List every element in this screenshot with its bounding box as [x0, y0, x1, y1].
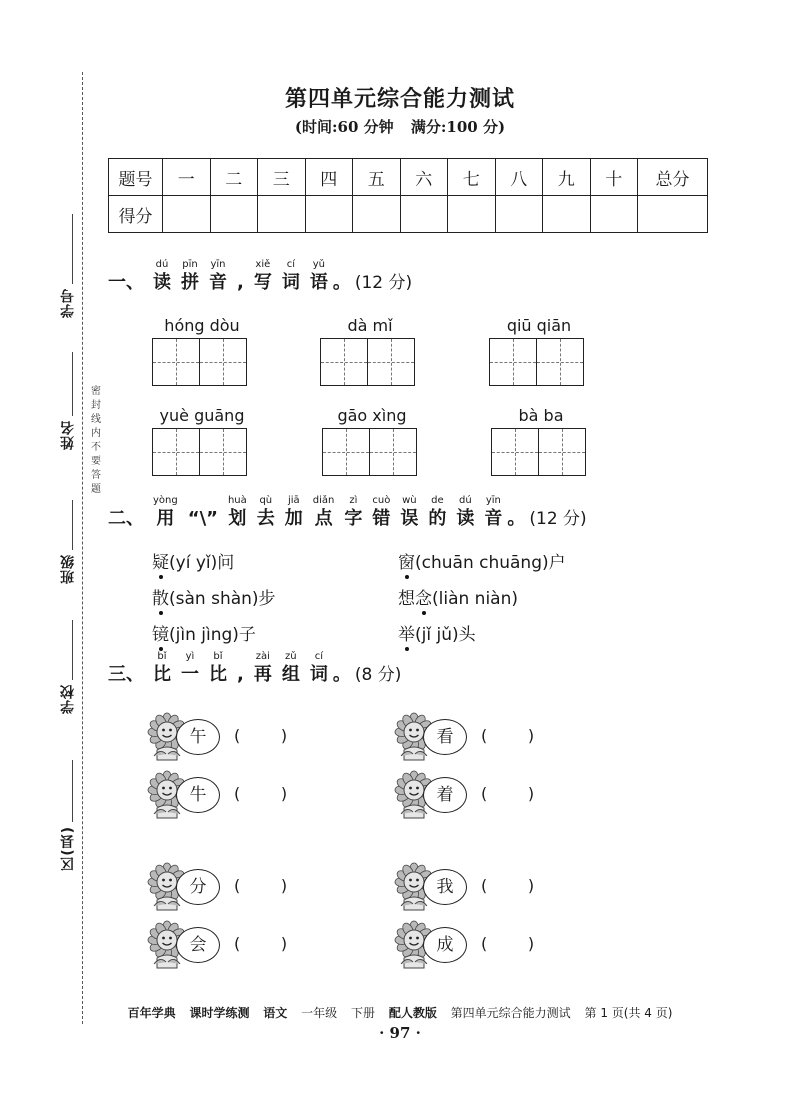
heading-char: 读	[153, 272, 171, 293]
character-bubble: 牛	[176, 777, 220, 813]
item-char: 头	[458, 625, 476, 645]
answer-blank[interactable]: ( )	[481, 726, 535, 745]
heading-word	[310, 650, 328, 686]
heading-char: 音	[484, 508, 503, 529]
heading-char: 用	[156, 508, 175, 529]
heading-word	[282, 650, 300, 686]
footer-subject: 语文	[263, 1006, 288, 1020]
pinyin-annotation: cí	[314, 651, 323, 662]
writing-cell[interactable]	[538, 428, 586, 476]
score-input-cell[interactable]	[638, 196, 708, 233]
score-header-cell: 七	[448, 159, 496, 196]
school-field[interactable]	[56, 620, 80, 720]
score-input-cell[interactable]	[448, 196, 496, 233]
heading-word	[372, 494, 390, 530]
compare-item-7[interactable]	[146, 920, 336, 970]
heading-char: 比	[153, 664, 171, 685]
score-header-cell: 十	[590, 159, 638, 196]
pinyin-label: gāo xìng	[337, 406, 407, 425]
dotted-char: 念	[415, 584, 432, 609]
pinyin-annotation: yòng	[153, 495, 178, 506]
student-id-field[interactable]	[56, 214, 80, 334]
seal-hint-char: 密	[91, 386, 101, 397]
heading-char: 组	[281, 664, 300, 685]
writing-cell[interactable]	[199, 338, 247, 386]
heading-char: 写	[253, 272, 272, 293]
district-field[interactable]	[56, 760, 80, 880]
pinyin-choices[interactable]: (jìn jìng)	[169, 625, 239, 645]
heading-period: 。	[332, 272, 351, 293]
footer-volume: 下册	[350, 1006, 375, 1020]
heading-word	[254, 650, 272, 686]
pinyin-annotation: zài	[255, 651, 270, 662]
pinyin-annotation: cuò	[372, 495, 391, 506]
pinyin-choices[interactable]: (yí yǐ)	[169, 553, 218, 573]
page-number: · 97 ·	[379, 1024, 421, 1042]
writing-cell[interactable]	[152, 428, 200, 476]
item-char: 问	[217, 553, 235, 573]
seal-hint-char: 封	[91, 400, 101, 411]
score-input-cell[interactable]	[495, 196, 543, 233]
pinyin-label: qiū qiān	[506, 316, 572, 335]
pinyin-annotation: huà	[227, 495, 247, 506]
heading-char: ,	[237, 664, 244, 685]
score-header-cell: 五	[353, 159, 401, 196]
score-header-cell: 八	[495, 159, 543, 196]
heading-word	[257, 494, 275, 530]
school-label: 学校	[60, 684, 76, 714]
heading-word	[237, 650, 244, 686]
section-number: 三、	[108, 664, 144, 685]
section-1-heading	[108, 258, 412, 294]
heading-word	[209, 258, 227, 294]
pinyin-annotation: qù	[259, 495, 273, 506]
class-label: 班级	[60, 554, 76, 584]
seal-line	[82, 72, 83, 1024]
pinyin-annotation: cí	[286, 259, 295, 270]
pronunciation-item-6[interactable]	[398, 620, 476, 645]
pinyin-annotation: bǐ	[213, 651, 223, 662]
character-bubble: 我	[423, 869, 467, 905]
score-input-cell[interactable]	[400, 196, 448, 233]
heading-char: 点	[314, 508, 333, 529]
score-header-cell: 总分	[638, 159, 708, 196]
footer-page-info: 第 1 页(共 4 页)	[584, 1006, 673, 1020]
heading-char: “\”	[187, 508, 218, 529]
compare-item-5[interactable]	[146, 862, 336, 912]
heading-word	[254, 258, 272, 294]
score-header-cell: 四	[305, 159, 353, 196]
footer-test-name: 第四单元综合能力测试	[450, 1006, 571, 1020]
heading-char: 划	[228, 508, 247, 529]
answer-blank[interactable]: ( )	[234, 876, 288, 895]
section-2-heading	[108, 494, 587, 530]
heading-char: ,	[237, 272, 244, 293]
heading-char: 去	[256, 508, 275, 529]
seal-hint-char: 要	[91, 456, 101, 467]
pinyin-annotation: de	[431, 495, 444, 506]
writing-cell[interactable]	[152, 338, 200, 386]
pinyin-label: hóng dòu	[164, 316, 240, 335]
heading-word	[181, 258, 199, 294]
pinyin-annotation: xiě	[255, 259, 271, 270]
answer-blank[interactable]: ( )	[481, 876, 535, 895]
dotted-char: 镜	[152, 620, 169, 645]
item-char: 户	[548, 553, 566, 573]
answer-blank[interactable]: ( )	[481, 934, 535, 953]
heading-word	[344, 494, 362, 530]
section-score: (12 分)	[354, 273, 413, 293]
pinyin-choices[interactable]: (sàn shàn)	[169, 589, 259, 609]
footer-grade: 一年级	[301, 1006, 338, 1020]
writing-cell[interactable]	[369, 428, 417, 476]
compare-item-3[interactable]	[146, 770, 336, 820]
score-input-cell[interactable]	[210, 196, 258, 233]
character-bubble: 看	[423, 719, 467, 755]
page-subtitle	[0, 116, 800, 137]
compare-item-1[interactable]	[146, 712, 336, 762]
pinyin-annotation: yīn	[485, 495, 501, 506]
item-char: 步	[258, 589, 276, 609]
heading-char: 拼	[181, 272, 199, 293]
compare-item-8[interactable]	[393, 920, 583, 970]
heading-char: 音	[209, 272, 227, 293]
score-header-cell: 六	[400, 159, 448, 196]
character-bubble: 成	[423, 927, 467, 963]
heading-word	[188, 494, 218, 530]
seal-hint-char: 不	[91, 442, 101, 453]
character-bubble: 午	[176, 719, 220, 755]
answer-blank[interactable]: ( )	[234, 784, 288, 803]
seal-hint-char: 题	[91, 484, 101, 495]
seal-hint-char: 答	[91, 470, 101, 481]
pinyin-annotation: zǔ	[285, 651, 297, 662]
pinyin-annotation: dú	[155, 259, 169, 270]
student-id-label: 学号	[60, 288, 76, 318]
pinyin-annotation: wù	[402, 495, 417, 506]
heading-word	[428, 494, 446, 530]
score-table	[108, 158, 708, 233]
score-input-cell[interactable]	[305, 196, 353, 233]
compare-item-4[interactable]	[393, 770, 583, 820]
heading-word	[228, 494, 247, 530]
item-char: 想	[398, 589, 415, 609]
score-input-cell[interactable]	[353, 196, 401, 233]
section-score: (12 分)	[529, 509, 587, 529]
heading-char: 词	[309, 664, 328, 685]
pinyin-annotation: yì	[185, 651, 195, 662]
footer-series: 课时学练测	[189, 1006, 250, 1020]
page-title: 第四单元综合能力测试	[284, 86, 515, 112]
pinyin-label: dà mǐ	[347, 316, 393, 335]
full-score: 满分:100 分)	[410, 118, 506, 136]
heading-word	[313, 494, 335, 530]
pinyin-annotation: zì	[349, 495, 358, 506]
score-header-cell: 一	[163, 159, 211, 196]
heading-char: 加	[284, 508, 303, 529]
dotted-char: 散	[152, 584, 169, 609]
heading-char: 错	[372, 508, 391, 529]
score-header-cell: 二	[210, 159, 258, 196]
name-label: 姓名	[60, 420, 76, 450]
heading-char: 读	[456, 508, 475, 529]
pinyin-annotation: yǔ	[312, 259, 325, 270]
section-number: 二、	[108, 508, 144, 529]
heading-word	[310, 258, 328, 294]
heading-char: 误	[400, 508, 419, 529]
writing-cell[interactable]	[367, 338, 415, 386]
score-row-label: 得分	[109, 196, 163, 233]
answer-blank[interactable]: ( )	[481, 784, 535, 803]
score-input-cell[interactable]	[543, 196, 591, 233]
heading-word	[209, 650, 227, 686]
pronunciation-item-5[interactable]	[152, 620, 256, 645]
footer-brand: 百年学典	[127, 1006, 176, 1020]
score-input-cell[interactable]	[590, 196, 638, 233]
score-header-cell: 题号	[109, 159, 163, 196]
score-header-cell: 九	[543, 159, 591, 196]
heading-period: 。	[507, 508, 526, 529]
pinyin-label: yuè guāng	[159, 406, 245, 425]
pinyin-annotation: yīn	[210, 259, 226, 270]
compare-item-6[interactable]	[393, 862, 583, 912]
heading-char: 比	[209, 664, 227, 685]
heading-word	[282, 258, 300, 294]
time-limit: (时间:60 分钟	[294, 118, 394, 136]
heading-char: 再	[253, 664, 272, 685]
district-label: 区(县)	[60, 826, 76, 871]
character-bubble: 会	[176, 927, 220, 963]
seal-hint-char: 线	[91, 414, 101, 425]
section-score: (8 分)	[354, 665, 402, 685]
answer-blank[interactable]: ( )	[234, 934, 288, 953]
pronunciation-item-2[interactable]	[398, 548, 566, 573]
pinyin-choices[interactable]: (chuān chuāng)	[415, 553, 549, 573]
score-table-score-row	[109, 196, 708, 233]
heading-char: 一	[181, 664, 199, 685]
heading-word	[153, 494, 178, 530]
heading-word	[484, 494, 502, 530]
pronunciation-item-4[interactable]	[398, 584, 518, 609]
writing-cell[interactable]	[536, 338, 584, 386]
writing-cell[interactable]	[322, 428, 370, 476]
heading-word	[181, 650, 199, 686]
pinyin-annotation: diǎn	[312, 495, 335, 506]
character-bubble: 分	[176, 869, 220, 905]
score-table-header-row	[109, 159, 708, 196]
pinyin-label: bà ba	[518, 406, 564, 425]
heading-word	[153, 258, 171, 294]
heading-char: 词	[281, 272, 300, 293]
dotted-char: 疑	[152, 548, 169, 573]
item-char: 子	[238, 625, 256, 645]
footer-edition: 配人教版	[388, 1006, 437, 1020]
dotted-char: 窗	[398, 548, 415, 573]
pinyin-choices[interactable]: (jǐ jǔ)	[415, 625, 459, 645]
writing-cell[interactable]	[199, 428, 247, 476]
seal-line-hint	[90, 385, 102, 497]
writing-cell[interactable]	[489, 338, 537, 386]
section-number: 一、	[108, 272, 144, 293]
heading-char: 字	[344, 508, 363, 529]
section-3-heading	[108, 650, 401, 686]
score-input-cell[interactable]	[163, 196, 211, 233]
answer-blank[interactable]: ( )	[234, 726, 288, 745]
pinyin-annotation: jiā	[287, 495, 300, 506]
score-header-cell: 三	[258, 159, 306, 196]
character-bubble: 着	[423, 777, 467, 813]
score-input-cell[interactable]	[258, 196, 306, 233]
writing-cell[interactable]	[320, 338, 368, 386]
heading-word	[237, 258, 244, 294]
heading-word	[400, 494, 418, 530]
pinyin-annotation: dú	[459, 495, 472, 506]
seal-hint-char: 内	[91, 428, 101, 439]
name-field[interactable]	[56, 352, 80, 482]
pinyin-annotation: bǐ	[157, 651, 167, 662]
heading-word	[285, 494, 303, 530]
pinyin-choices[interactable]: (liàn niàn)	[432, 589, 518, 609]
class-field[interactable]	[56, 500, 80, 630]
heading-char: 的	[428, 508, 447, 529]
pronunciation-item-1[interactable]	[152, 548, 234, 573]
heading-word	[456, 494, 474, 530]
compare-item-2[interactable]	[393, 712, 583, 762]
writing-cell[interactable]	[491, 428, 539, 476]
heading-char: 语	[309, 272, 328, 293]
heading-period: 。	[332, 664, 351, 685]
heading-word	[153, 650, 171, 686]
pronunciation-item-3[interactable]	[152, 584, 276, 609]
dotted-char: 举	[398, 620, 415, 645]
pinyin-annotation: pīn	[182, 259, 198, 270]
page-footer	[0, 1004, 800, 1021]
